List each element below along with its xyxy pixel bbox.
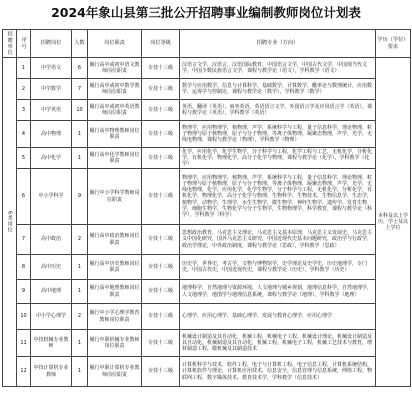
table-row — [3, 121, 411, 148]
count-cell: 2 — [72, 304, 88, 330]
seq-cell: 6 — [17, 169, 31, 225]
level-cell: 专技十三级 — [142, 304, 180, 330]
position-cell: 高中历史 — [31, 255, 72, 280]
duty-cell: 履行高中化学教师岗位职责 — [88, 148, 142, 169]
count-cell: 1 — [72, 357, 88, 387]
level-cell: 专技十三级 — [142, 58, 180, 79]
duty-cell: 履行高中或初中数学教师岗位职责 — [88, 79, 142, 100]
count-cell: 1 — [72, 148, 88, 169]
seq-cell: 7 — [17, 225, 31, 255]
duty-cell: 履行中小学科学教师岗位职责 — [88, 169, 142, 225]
table-row — [3, 304, 411, 330]
position-cell: 高中地理 — [31, 280, 72, 304]
count-cell: 1 — [72, 330, 88, 357]
count-cell: 9 — [72, 169, 88, 225]
header-seq: 序号 — [17, 30, 31, 58]
header-major: 招聘专业（方向） — [180, 30, 376, 58]
position-cell: 中学数学 — [31, 79, 72, 100]
unit-cell: 6类岗位 — [3, 58, 17, 387]
major-cell: 物理学，应用物理学，核物理，声学，系统科学与工程，量子信息科学，理论物理，粒子物理与原子核物理，原子与分子物理，等离子体物理，凝聚态物理，声学，光学，无线电物理，课程与教学论（物理），学科教学（物理） — [180, 121, 376, 148]
level-cell: 专技十三级 — [142, 225, 180, 255]
duty-cell: 履行中职计算机专业教师岗位职责 — [88, 357, 142, 387]
recruitment-table — [2, 29, 411, 387]
header-education: 学历（学位）要求 — [376, 30, 411, 58]
header-duty: 岗位职责 — [88, 30, 142, 58]
table-row — [3, 225, 411, 255]
position-cell: 中学英语 — [31, 100, 72, 121]
position-cell: 中技计算机专业教师 — [31, 357, 72, 387]
position-cell: 高中化学 — [31, 148, 72, 169]
major-cell: 机械设计制造及其自动化，机械工程，机械电子工程，机械设计理论，机械设计制造及其自动化，机械制造及其自动化，机械工程，机械电子工程，机械工艺技术与教育，增材制造工程，微机械及其制造技术 — [180, 330, 376, 357]
major-cell: 英语，翻译（英语），商务英语，英语语言文学，外国语言学及应用语言学（英语），课程与教学论（英语），学科教学（英语） — [180, 100, 376, 121]
major-cell: 历史学，世界史，考古学，文物与博物馆学，史学理论及史学史，历史地理学，专门史，中国古代史，中国近现代史，课程与教学论（历史），学科教学（历史） — [180, 255, 376, 280]
position-cell: 高中物理 — [31, 121, 72, 148]
position-cell: 中小学科学 — [31, 169, 72, 225]
table-row — [3, 79, 411, 100]
seq-cell: 8 — [17, 255, 31, 280]
duty-cell: 履行高中政治教师岗位职责 — [88, 225, 142, 255]
seq-cell: 12 — [17, 357, 31, 387]
level-cell: 专技十三级 — [142, 169, 180, 225]
level-cell: 专技十三级 — [142, 100, 180, 121]
level-cell: 专技十三级 — [142, 330, 180, 357]
level-cell: 专技十三级 — [142, 148, 180, 169]
count-cell: 10 — [72, 100, 88, 121]
level-cell: 专技十三级 — [142, 280, 180, 304]
count-cell: 7 — [72, 79, 88, 100]
table-row — [3, 357, 411, 387]
header-position: 招聘岗位 — [31, 30, 72, 58]
count-cell: 1 — [72, 280, 88, 304]
major-cell: 地理科学，自然地理与资源环境，人文地理与城乡规划，地理信息科学，自然地理学，人文地理学，地图学与地理信息系统，课程与教学论（地理），学科教学（地理） — [180, 280, 376, 304]
duty-cell: 履行高中地理教师岗位职责 — [88, 280, 142, 304]
seq-cell: 4 — [17, 121, 31, 148]
position-cell: 高中政治 — [31, 225, 72, 255]
seq-cell: 1 — [17, 58, 31, 79]
position-cell: 中技机械专业教师 — [31, 330, 72, 357]
table-row — [3, 255, 411, 280]
seq-cell: 5 — [17, 148, 31, 169]
level-cell: 专技十三级 — [142, 357, 180, 387]
seq-cell: 10 — [17, 304, 31, 330]
major-cell: 汉语言文学，汉语言，汉语国际教育，中国语言文学，中国古代文学，中国现当代文学，中国少数民族语言文学，课程与教学论（语文），学科教学（语文） — [180, 58, 376, 79]
count-cell: 1 — [72, 121, 88, 148]
count-cell: 2 — [72, 225, 88, 255]
major-cell: 物理学，应用物理学，核物理，声学，系统科学与工程，量子信息科学，理论物理，粒子物理与原子核物理，原子与分子物理，等离子体物理，凝聚态物理，声学，光学，无线电物理，化学，应用化学，化学生物学，分子科学与工程，无机化学，分析化学，有机化学，物理化学，高分子化学与物理，生物科学，生物技术，生物信息学，生态学，植物学，动物学，生理学，水生生物学，微生物学，神经生物学，遗传学，发育生物学，细胞生物学，生物化学与分子生物学，生物物理学，科学教育，课程与教学论（科学），学科教学（科学） — [180, 169, 376, 225]
position-cell: 中小学心理学 — [31, 304, 72, 330]
duty-cell: 履行高中或初中英语教师岗位职责 — [88, 100, 142, 121]
duty-cell: 履行高中历史教师岗位职责 — [88, 255, 142, 280]
table-row — [3, 100, 411, 121]
count-cell: 1 — [72, 255, 88, 280]
level-cell: 专技十三级 — [142, 121, 180, 148]
table-row — [3, 169, 411, 225]
table-row — [3, 330, 411, 357]
header-count: 人数 — [72, 30, 88, 58]
duty-cell: 履行中职机械专业教师岗位职责 — [88, 330, 142, 357]
seq-cell: 3 — [17, 100, 31, 121]
major-cell: 计算机科学与技术，软件工程，电子与计算机工程，电子信息工程，计算机系统结构，计算机软件与理论，计算机应用技术，信息安全，信息管理与信息系统，网络工程，物联网工程，数字媒体技术，教育技术学，学科教学（信息技术） — [180, 357, 376, 387]
seq-cell: 9 — [17, 280, 31, 304]
duty-cell: 履行中小学心理学教育教师岗位职责 — [88, 304, 142, 330]
header-row — [3, 30, 411, 58]
table-row — [3, 58, 411, 79]
major-cell: 心理学，应用心理学，基础心理学，发展与教育心理学，应用心理学 — [180, 304, 376, 330]
education-cell: 本科及以上学历，学士及以上学位 — [376, 58, 411, 387]
major-cell: 化学，应用化学，化学生物学，分子科学与工程，化学工程与工艺，无机化学，分析化学，有机化学，物理化学，高分子化学与物理，课程与教学论（化学），学科教学（化学） — [180, 148, 376, 169]
position-cell: 中学语文 — [31, 58, 72, 79]
level-cell: 专技十三级 — [142, 79, 180, 100]
duty-cell: 履行高中或初中语文教师岗位职责 — [88, 58, 142, 79]
duty-cell: 履行高中物理教师岗位职责 — [88, 121, 142, 148]
table-row — [3, 148, 411, 169]
major-cell: 数学与应用数学，信息与计算科学，基础数学，计算数学，概率论与数理统计，应用数学，运筹学与控制论，课程与教学论（数学），学科教学（数学） — [180, 79, 376, 100]
table-row — [3, 280, 411, 304]
header-level: 岗位等级 — [142, 30, 180, 58]
seq-cell: 11 — [17, 330, 31, 357]
seq-cell: 2 — [17, 79, 31, 100]
level-cell: 专技十三级 — [142, 255, 180, 280]
count-cell: 6 — [72, 58, 88, 79]
document-title: 2024年象山县第三批公开招聘事业编制教师岗位计划表 — [51, 5, 361, 20]
header-unit: 招聘单位 — [3, 30, 17, 58]
major-cell: 思想政治教育，马克思主义理论，马克思主义基本原理，马克思主义发展史，马克思主义中国化研究，国外马克思主义研究，中国近现代史基本问题研究，政治学与行政学，政治学理论，中外政治制度，课程与教学论（思政），学科教学（思政） — [180, 225, 376, 255]
